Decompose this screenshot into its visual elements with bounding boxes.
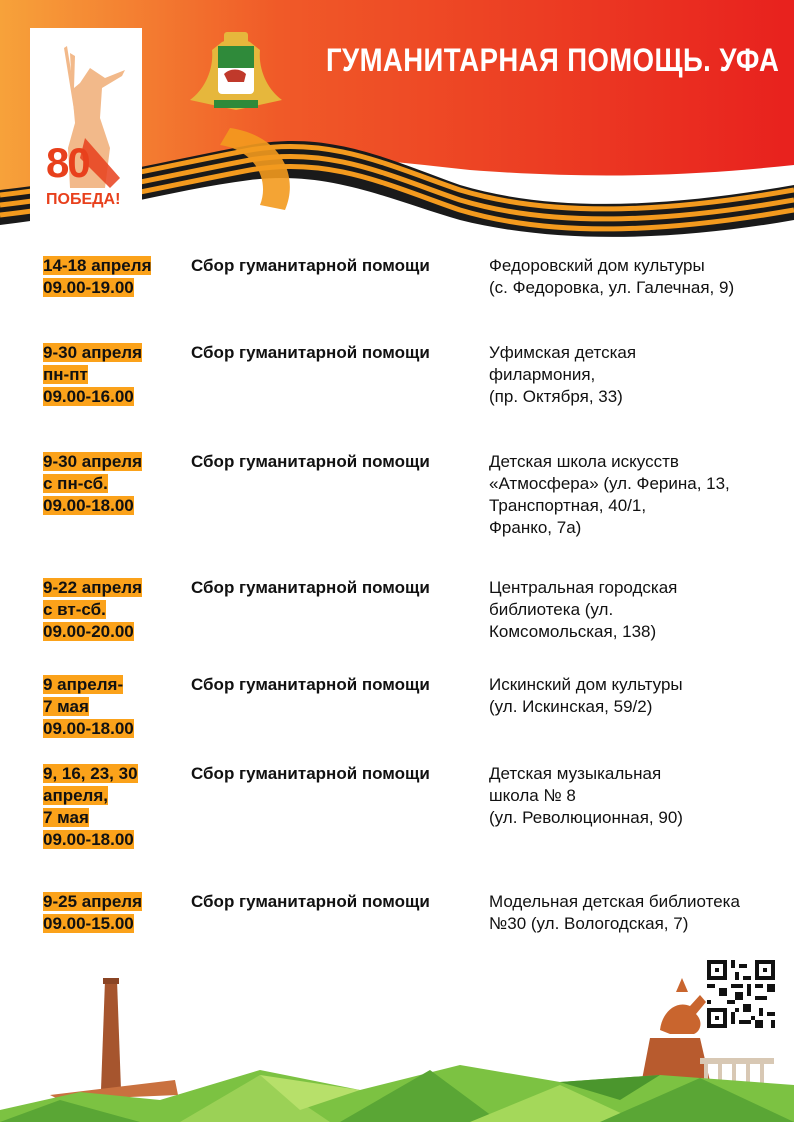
place-line: «Атмосфера» (ул. Ферина, 13, <box>489 474 730 493</box>
event-activity: Сбор гуманитарной помощи <box>191 343 430 362</box>
event-dates <box>43 891 183 935</box>
event-place <box>489 891 779 935</box>
date-line: 9 апреля- <box>43 675 124 694</box>
place-line: Центральная городская <box>489 578 678 597</box>
place-line: (ул. Искинская, 59/2) <box>489 697 653 716</box>
date-line: 09.00-18.00 <box>43 496 134 515</box>
event-dates <box>43 451 183 517</box>
place-line: (с. Федоровка, ул. Галечная, 9) <box>489 278 735 297</box>
event-dates <box>43 255 183 299</box>
event-activity: Сбор гуманитарной помощи <box>191 578 430 597</box>
place-line: Модельная детская библиотека <box>489 892 740 911</box>
place-line: Федоровский дом культуры <box>489 256 705 275</box>
date-line: 09.00-20.00 <box>43 622 134 641</box>
place-line: Детская школа искусств <box>489 452 679 471</box>
event-activity: Сбор гуманитарной помощи <box>191 764 430 783</box>
date-line: с вт-сб. <box>43 600 106 619</box>
footer-landscape <box>0 950 794 1122</box>
date-line: 09.00-19.00 <box>43 278 134 297</box>
event-dates <box>43 342 183 408</box>
obelisk-monument-icon <box>50 978 178 1100</box>
date-line: 9-30 апреля <box>43 452 143 471</box>
event-dates <box>43 674 183 740</box>
event-place <box>489 255 779 299</box>
place-line: Транспортная, 40/1, <box>489 496 647 515</box>
qr-code-icon[interactable] <box>707 960 775 1028</box>
place-line: школа № 8 <box>489 786 576 805</box>
ufa-coat-of-arms-icon <box>184 30 288 114</box>
event-place <box>489 342 779 408</box>
event-dates <box>43 763 183 851</box>
date-line: 7 мая <box>43 808 89 827</box>
header-banner <box>0 0 794 240</box>
place-line: Комсомольская, 138) <box>489 622 657 641</box>
date-line: 9-22 апреля <box>43 578 143 597</box>
place-line: Уфимская детская <box>489 343 637 362</box>
date-line: 09.00-15.00 <box>43 914 134 933</box>
date-line: апреля, <box>43 786 109 805</box>
date-line: пн-пт <box>43 365 88 384</box>
date-line: 09.00-18.00 <box>43 830 134 849</box>
place-line: Детская музыкальная <box>489 764 662 783</box>
page-title: ГУМАНИТАРНАЯ ПОМОЩЬ. УФА <box>326 42 780 78</box>
logo-number: 80 <box>46 139 89 186</box>
date-line: 9-30 апреля <box>43 343 143 362</box>
date-line: 9, 16, 23, 30 <box>43 764 138 783</box>
date-line: 7 мая <box>43 697 89 716</box>
event-place <box>489 763 779 829</box>
place-line: (пр. Октября, 33) <box>489 387 623 406</box>
place-line: Искинский дом культуры <box>489 675 683 694</box>
event-activity: Сбор гуманитарной помощи <box>191 892 430 911</box>
event-place <box>489 577 779 643</box>
event-activity: Сбор гуманитарной помощи <box>191 675 430 694</box>
date-line: 09.00-16.00 <box>43 387 134 406</box>
event-dates <box>43 577 183 643</box>
event-activity: Сбор гуманитарной помощи <box>191 452 430 471</box>
date-line: 9-25 апреля <box>43 892 143 911</box>
place-line: библиотека (ул. <box>489 600 614 619</box>
event-place <box>489 451 779 539</box>
event-place <box>489 674 779 718</box>
date-line: 09.00-18.00 <box>43 719 134 738</box>
place-line: Франко, 7а) <box>489 518 582 537</box>
date-line: с пн-сб. <box>43 474 108 493</box>
logo-word: ПОБЕДА! <box>46 191 121 208</box>
place-line: (ул. Революционная, 90) <box>489 808 683 827</box>
date-line: 14-18 апреля <box>43 256 152 275</box>
place-line: №30 (ул. Вологодская, 7) <box>489 914 689 933</box>
place-line: филармония, <box>489 365 596 384</box>
event-activity: Сбор гуманитарной помощи <box>191 256 430 275</box>
